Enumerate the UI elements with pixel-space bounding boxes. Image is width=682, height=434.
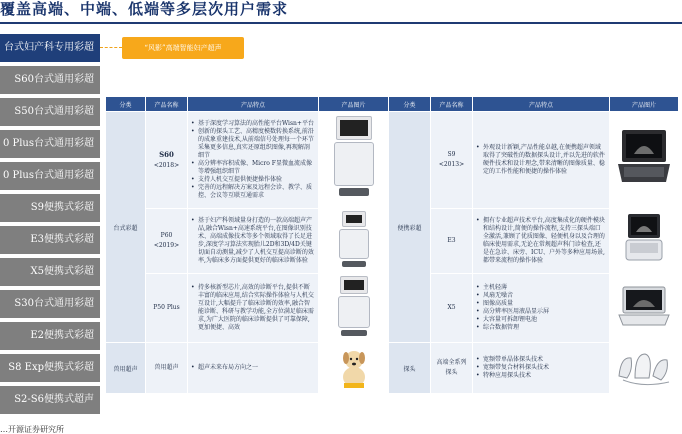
title-divider [0,22,682,24]
e3-portable-image [622,212,666,268]
header-category-left: 分类 [106,97,146,112]
product-year: <2018> [153,161,180,169]
feature-item: • 高分辨率医用液晶显示屏 [476,308,606,316]
product-year: <2013> [438,161,465,168]
sidebar-item-plus-b[interactable]: 0 Plus台式通用彩超 [0,162,100,190]
product-image-cell [319,274,389,343]
feature-item: • 外观设计新颖,产品性能卓越,在便携超声领域取得了突破性的数据探头设计,并以先进的软件硬件技术和设计理念,带来清晰的图像质量、稳定的工作性能和便捷的操作体验 [476,144,606,176]
header-name-left: 产品名称 [146,97,188,112]
product-name: P60 [160,232,173,239]
product-name: S60 [159,149,174,159]
feature-item: • 风扇无噪音 [476,292,606,300]
feature-item: • 宽频带单晶体探头技术 [476,356,606,364]
sidebar-item-obstetric[interactable]: 台式妇产科专用彩超 [0,34,100,62]
s9-laptop-image [614,128,674,190]
page-title: 覆盖高端、中端、低端等多层次用户需求 [0,0,289,18]
feature-item: • 特种应用探头技术 [476,372,606,380]
category-veterinary: 兽用超声 [106,343,146,394]
features-cell [473,274,610,343]
sidebar-item-x5[interactable]: X5便携式彩超 [0,258,100,286]
source-note: …开源证券研究所 [0,425,64,434]
features-cell [188,209,319,274]
product-year: <2019> [153,242,180,249]
callout-connector [100,47,122,48]
dog-image [334,345,374,389]
features-cell [473,343,610,394]
sidebar-item-s60[interactable]: S60台式通用彩超 [0,66,100,94]
callout-badge: “风影”高端智能妇产超声 [122,37,244,59]
x5-laptop-image [615,285,673,329]
product-image-cell [319,112,389,209]
product-image-cell [610,209,679,274]
product-image-cell [319,343,389,394]
sidebar-item-s8exp[interactable]: S8 Exp便携式彩超 [0,354,100,382]
header-features-left: 产品特点 [188,97,319,112]
product-image-cell [610,112,679,209]
sidebar-item-s2s6[interactable]: S2-S6便携式超声 [0,386,100,414]
product-name-cell [431,112,473,209]
features-cell [188,274,319,343]
feature-item: • 高分辨率容积成像、Micro F显微血流成像等增强组织细节 [191,160,315,176]
feature-item: • 主机轻薄 [476,284,606,292]
sidebar-item-e3[interactable]: E3便携式彩超 [0,226,100,254]
probes-image [613,346,675,388]
product-name-cell [146,274,188,343]
header-category-right: 分类 [389,97,431,112]
header-name-right: 产品名称 [431,97,473,112]
feature-item: • 支持人机交互提供便捷操作体验 [191,176,315,184]
table-row [106,112,679,209]
header-image-left: 产品图片 [319,97,389,112]
features-cell [188,343,319,394]
table-header-row [106,97,679,112]
feature-item: • 宽频带复合材料探头技术 [476,364,606,372]
product-name: X5 [447,304,456,311]
product-spec-table [105,96,679,394]
sidebar-item-s30[interactable]: S30台式通用彩超 [0,290,100,318]
p60-cart-image [334,211,374,269]
product-name-veterinary: 兽用超声 [146,343,188,394]
sidebar-item-s50[interactable]: S50台式通用彩超 [0,98,100,126]
sidebar-item-s9[interactable]: S9便携式彩超 [0,194,100,222]
product-name: E3 [447,237,456,244]
feature-item: • 图像高质量 [476,300,606,308]
category-probes: 探头 [389,343,431,394]
product-name: S9 [447,151,456,158]
features-cell [188,112,319,209]
feature-item: • 完善的远程解决方案及远程会诊、教学、质控、会议等互联互通需求 [191,184,315,200]
feature-item: • 基于深度学习算法的高性能平台Wisn+平台 [191,120,315,128]
features-cell [473,112,610,209]
product-name-cell [146,209,188,274]
product-image-cell [610,274,679,343]
feature-item: • 持多核新型芯片,高效的诊断平台,提供不断丰富的临床应用,结合实际操作体验与人机交互设计,大幅提升了临床诊断的效率,融合智能诊断、科研与教学功能,全方位满足临床需求,为广大医院的临床诊断提供了可靠保障,更加便捷、高效 [191,284,315,332]
product-name-cell [431,209,473,274]
feature-item: • 基于妇产科领域量身打造的一款高端超声产品,融合Wisn+高速系统平台,在图像识别技术、高端成像技术等多个领域取得了长足进步,深度学习算法实现胎儿2D和3D/4D关键切面自动测量,减少了人机交互提高诊断的效率,为临床多方面提供更好的临床诊断体验 [191,217,315,265]
product-name-cell [146,112,188,209]
feature-item: • 超声未来布局方向之一 [191,364,315,372]
product-image-cell [319,209,389,274]
sidebar-item-e2[interactable]: E2便携式彩超 [0,322,100,350]
feature-item: • 大容量可拆卸锂电池 [476,316,606,324]
features-cell [473,209,610,274]
category-portable: 便携彩超 [389,112,431,343]
header-features-right: 产品特点 [473,97,610,112]
header-image-right: 产品图片 [610,97,679,112]
table-row [106,343,679,394]
s60-cart-image [330,116,378,202]
sidebar-item-plus-a[interactable]: 0 Plus台式通用彩超 [0,130,100,158]
feature-item: • 拥有专业超声技术平台,高度集成化的硬件模块和结构设计,简便的操作流程,支持三探头端口全激活,兼顾了优质图像、轻便机身以及合理的临床使用需求,无论在常规超声科门诊检查,还是在急诊、床旁、ICU、户外等多种应用场景,都带来流程的操作体验 [476,217,606,265]
product-image-cell [610,343,679,394]
product-name: P50 Plus [153,304,180,311]
feature-item: • 综合数据管理 [476,324,606,332]
product-name-probes: 高端全系列探头 [431,343,473,394]
feature-item: • 创新的探头工艺、高精度模数转换系统,前沿的成象重建技术,从前端信号处理每一个环节采集更多信息,真实还原组织图像,再现解剖细节 [191,128,315,160]
p50plus-cart-image [333,276,375,338]
product-name-cell [431,274,473,343]
category-desktop: 台式彩超 [106,112,146,343]
